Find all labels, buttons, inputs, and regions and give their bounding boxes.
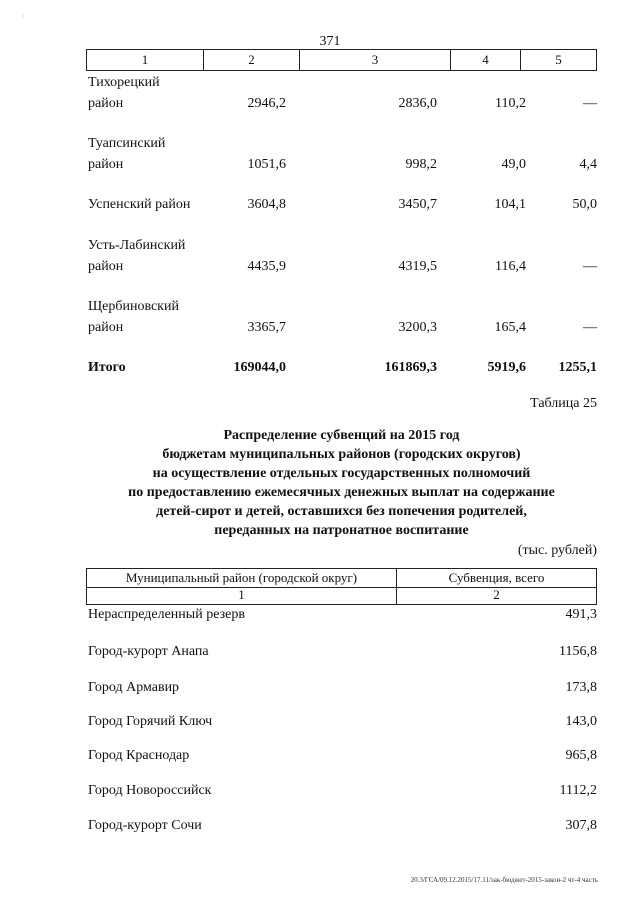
table2-row-name: Город Армавир (88, 680, 180, 695)
table1-row-value: 49,0 (501, 157, 526, 172)
table2-row-value: 965,8 (565, 748, 597, 763)
unit-label: (тыс. рублей) (517, 543, 597, 558)
heading-line: Распределение субвенций на 2015 год (223, 428, 460, 443)
scan-mark: · (22, 12, 25, 21)
table2-row-value: 491,3 (565, 607, 597, 622)
table2-row-name: Нераспределенный резерв (88, 607, 245, 622)
table1-row-name-line1: Усть-Лабинский (88, 238, 186, 253)
table1-row-value: 3365,7 (247, 320, 286, 335)
table1-row-name-line2: район (88, 259, 124, 274)
table1-total-value: 5919,6 (487, 360, 526, 375)
table1-row-value: 110,2 (495, 96, 526, 111)
table1-row-name-line2: Успенский район (88, 197, 191, 212)
table-heading (86, 426, 597, 540)
table2-row-value: 143,0 (565, 714, 597, 729)
table1-row-name-line1: Туапсинский (88, 136, 166, 151)
table2-row-name: Город-курорт Анапа (88, 644, 209, 659)
table1-row-value: 3604,8 (247, 197, 286, 212)
table1-row-value: 104,1 (494, 197, 526, 212)
table1-row-value: 998,2 (405, 157, 437, 172)
table1-row-name-line1: Тихорецкий (88, 75, 160, 90)
table1-row-name-line2: район (88, 320, 124, 335)
table1-header-row (86, 49, 597, 71)
table2-row-name: Город Новороссийск (88, 783, 212, 798)
table2-col-2-number: 2 (493, 587, 500, 602)
table2-row-name: Город Горячий Ключ (88, 714, 213, 729)
table1-total-value: 169044,0 (233, 360, 286, 375)
table2-row-name: Город-курорт Сочи (88, 818, 202, 833)
table1-row-value: 165,4 (494, 320, 526, 335)
table1-row-value: 2836,0 (398, 96, 437, 111)
heading-line: бюджетам муниципальных районов (городских округов) (162, 447, 521, 462)
table1-row-value: 3200,3 (398, 320, 437, 335)
table1-total-value: 1255,1 (558, 360, 597, 375)
table1-row-value: — (583, 320, 597, 335)
table-label: Таблица 25 (530, 396, 597, 411)
table1-col-5-header: 5 (555, 52, 562, 67)
table1-row-name-line2: район (88, 96, 124, 111)
table1-row-name-line2: район (88, 157, 124, 172)
table2-col-2-header: Субвенция, всего (448, 570, 545, 585)
table1-row-value: 116,4 (495, 259, 526, 274)
heading-line: по предоставлению ежемесячных денежных выплат на содержание (128, 485, 555, 500)
table1-row-value: — (583, 96, 597, 111)
table2-row-value: 1156,8 (559, 644, 597, 659)
table1-col-2-header: 2 (204, 50, 300, 70)
table1-total-value: 161869,3 (384, 360, 437, 375)
table1-col-4-header: 4 (451, 50, 521, 70)
heading-line: на осуществление отдельных государственных полномочий (152, 466, 531, 481)
heading-line: детей-сирот и детей, оставшихся без попечения родителей, (156, 504, 527, 519)
table2-number-row (86, 587, 597, 605)
table2-row-name: Город Краснодар (88, 748, 190, 763)
table2-row-value: 1112,2 (559, 783, 597, 798)
table1-row-value: 4319,5 (398, 259, 437, 274)
table1-col-1-header: 1 (87, 50, 204, 70)
table2-row-value: 173,8 (565, 680, 597, 695)
table1-row-value: 3450,7 (398, 197, 437, 212)
table1-row-value: 1051,6 (247, 157, 286, 172)
table1-total-label: Итого (88, 360, 126, 375)
table2-col-1-number: 1 (87, 587, 397, 604)
heading-line: переданных на патронатное воспитание (214, 523, 469, 538)
table1-row-value: 4435,9 (247, 259, 286, 274)
table1-row-value: 50,0 (572, 197, 597, 212)
table1-row-value: 2946,2 (247, 96, 286, 111)
table2-col-1-header: Муниципальный район (городской округ) (87, 569, 397, 587)
table2-row-value: 307,8 (565, 818, 597, 833)
page-number: 371 (319, 34, 341, 49)
table1-col-3-header: 3 (300, 50, 451, 70)
table1-row-value: 4,4 (579, 157, 597, 172)
table1-row-name-line1: Щербиновский (88, 299, 179, 314)
table1-row-value: — (583, 259, 597, 274)
table2-header-row (86, 568, 597, 588)
document-footer: 20.3/ГСА/09.12.2015/17.11/зак-бюджет-2015-закон-2 чт-4 часть (410, 876, 598, 884)
